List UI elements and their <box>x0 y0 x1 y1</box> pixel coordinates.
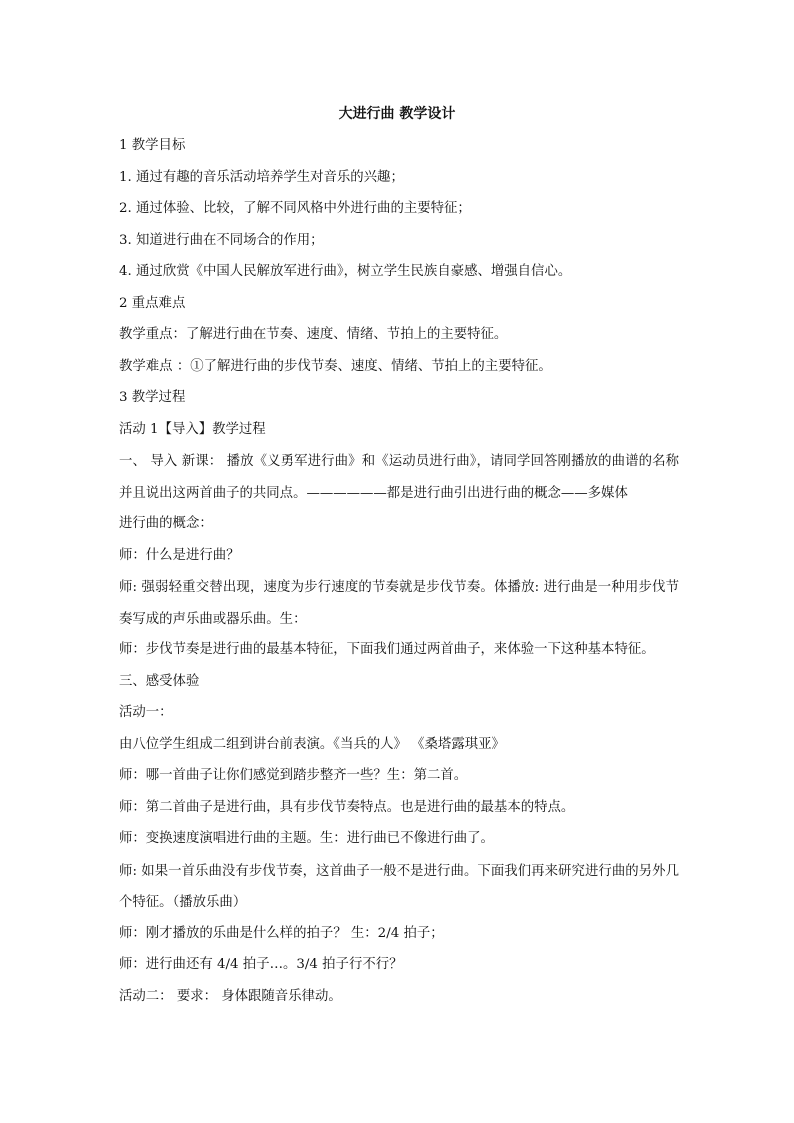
difficulty-line: 教学难点 ：①了解进行曲的步伐节奏、速度、情绪、节拍上的主要特征。 <box>119 358 552 374</box>
objective-item-3: 3. 知道进行曲在不同场合的作用； <box>119 232 324 248</box>
objective-item-1: 1. 通过有趣的音乐活动培养学生对音乐的兴趣； <box>119 169 404 185</box>
section-heading-process: 3 教学过程 <box>119 390 186 405</box>
dialogue-line-2: 师：第二首曲子是进行曲，具有步伐节奏特点。也是进行曲的最基本的特点。 <box>119 799 575 815</box>
section-heading-objectives: 1 教学目标 <box>119 138 186 153</box>
dialogue-paragraph-4: 师: 如果一首乐曲没有步伐节奏，这首曲子一般不是进行曲。下面我们再来研究进行曲的另外几个特征。（播放乐曲） <box>119 863 679 910</box>
performance-line: 由八位学生组成二组到讲台前表演。《当兵的人》 《桑塔露琪亚》 <box>119 736 505 752</box>
objective-item-4: 4. 通过欣赏《中国人民解放军进行曲》，树立学生民族自豪感、增强自信心。 <box>119 264 572 279</box>
activity-one-heading: 活动一： <box>119 705 173 720</box>
dialogue-line-1: 师：哪一首曲子让你们感觉到踏步整齐一些？生：第二首。 <box>119 768 468 783</box>
section-heading-experience: 三、感受体验 <box>119 673 200 689</box>
objective-item-2: 2. 通过体验、比较，了解不同风格中外进行曲的主要特征； <box>119 201 471 216</box>
concept-heading: 进行曲的概念： <box>119 516 213 531</box>
activity-1-heading: 活动 1【导入】教学过程 <box>119 421 266 437</box>
dialogue-line-3: 师：变换速度演唱进行曲的主题。生：进行曲已不像进行曲了。 <box>119 831 494 846</box>
section-heading-key-points: 2 重点难点 <box>119 295 186 311</box>
document-body <box>119 131 679 1013</box>
document-title: 大进行曲 教学设计 <box>338 106 456 122</box>
activity-two-line: 活动二： 要求： 身体跟随音乐律动。 <box>119 988 342 1004</box>
dialogue-line-6: 师：进行曲还有 4/4 拍子…。3/4 拍子行不行？ <box>119 957 403 972</box>
dialogue-line-5: 师：刚才播放的乐曲是什么样的拍子？ 生：2/4 拍子； <box>119 925 444 941</box>
teacher-basic-feature-line: 师：步伐节奏是进行曲的最基本特征，下面我们通过两首曲子，来体验一下这种基本特征。 <box>119 642 655 657</box>
intro-paragraph: 一、 导入 新课： 播放《义勇军进行曲》和《运动员进行曲》，请同学回答刚播放的曲谱的名称并且说出这两首曲子的共同点。——————都是进行曲引出进行曲的概念——多媒体 <box>119 454 679 501</box>
teacher-explanation-paragraph: 师: 强弱轻重交替出现，速度为步行速度的节奏就是步伐节奏。体播放: 进行曲是一种用步伐节奏写成的声乐曲或器乐曲。生： <box>119 580 679 627</box>
key-point-line: 教学重点：了解进行曲在节奏、速度、情绪、节拍上的主要特征。 <box>119 327 508 342</box>
teacher-question-line: 师：什么是进行曲？ <box>119 547 240 563</box>
